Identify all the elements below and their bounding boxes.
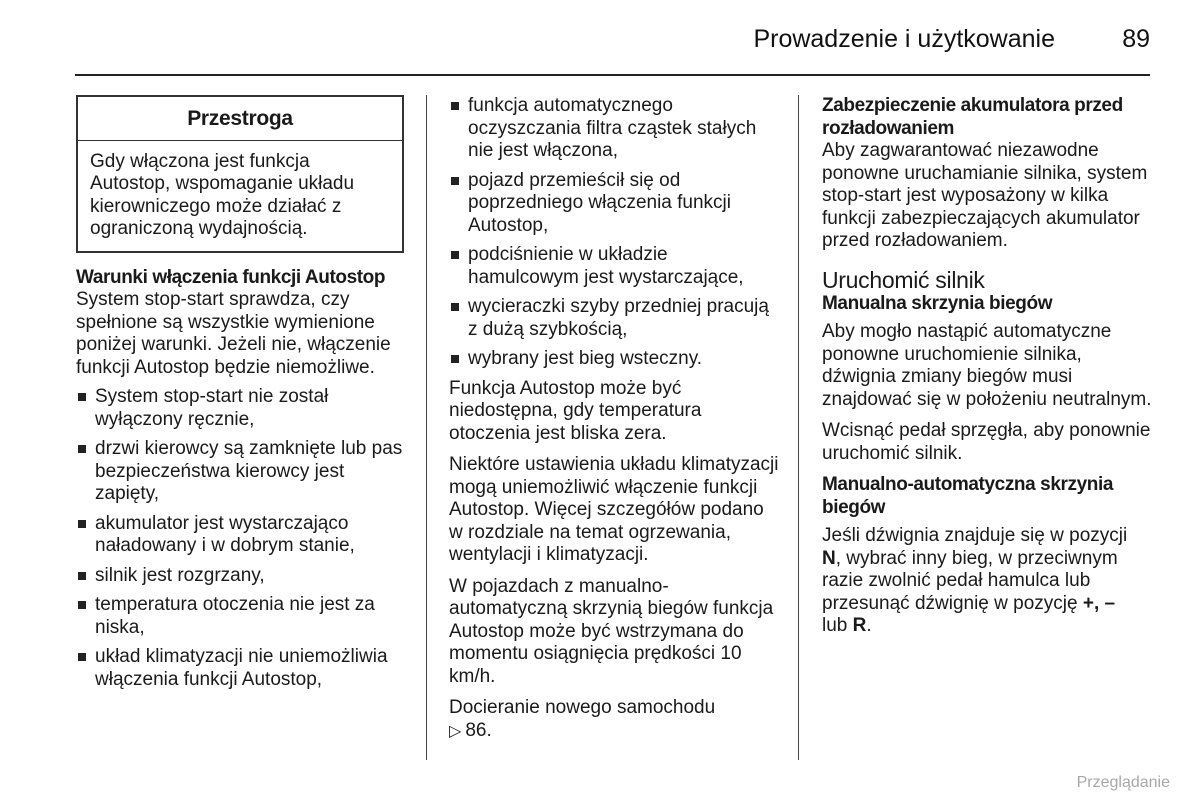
list-item: wybrany jest bieg wsteczny. (449, 348, 779, 371)
caution-text: Gdy włączona jest funkcja Autostop, wspomaganie układu kierowniczego może działać z ograniczoną wydajnością. (90, 150, 355, 239)
column-1 (76, 95, 406, 698)
paragraph (822, 525, 1152, 638)
column-3 (822, 95, 1152, 638)
cross-reference-page: 86. (465, 719, 492, 741)
section-heading-autostop-conditions: Warunki włączenia funkcji Autostop (76, 266, 386, 288)
conditions-list-continued (449, 95, 779, 371)
section-title-restart-engine: Uruchomić silnik (822, 266, 985, 293)
gear-r-label: R (852, 615, 867, 636)
list-item: wycieraczki szyby przedniej pracują z dużą szybkością, (449, 296, 779, 341)
gear-plus-label: + (1082, 592, 1094, 614)
chapter-title: Prowadzenie i użytkowanie (753, 25, 1055, 53)
paragraph: Wcisnąć pedał sprzęgła, aby ponownie uruchomić silnik. (822, 420, 1151, 464)
cross-reference-label: Docieranie nowego samochodu (449, 697, 716, 718)
gear-n-label: N (822, 547, 836, 569)
paragraph: Aby mogło nastąpić automatyczne ponowne uruchomienie silnika, dźwignia zmiany biegów musi znajdować się w położeniu neutralnym. (822, 321, 1152, 410)
list-item: pojazd przemieścił się od poprzedniego włączenia funkcji Autostop, (449, 170, 779, 238)
conditions-list (76, 386, 406, 691)
page-number: 89 (1122, 25, 1150, 53)
column-divider-2 (798, 95, 799, 760)
text-run: lub (822, 615, 848, 636)
paragraph: W pojazdach z manualno-automatyczną skrzynią biegów funkcja Autostop może być wstrzymana do momentu osiągnięcia prędkości 10 km/h. (449, 575, 774, 687)
subheading-automated-manual-gearbox: Manualno-automatyczna skrzynia biegów (822, 474, 1114, 518)
list-item: drzwi kierowcy są zamknięte lub pas bezpieczeństwa kierowcy jest zapięty, (76, 438, 406, 506)
list-item: funkcja automatycznego oczyszczania filtra cząstek stałych nie jest włączona, (449, 95, 779, 163)
list-item: silnik jest rozgrzany, (76, 565, 406, 588)
triangle-right-icon: ▷ (449, 722, 462, 740)
paragraph: Funkcja Autostop może być niedostępna, gdy temperatura otoczenia jest bliska zera. (449, 377, 702, 444)
caution-box (76, 95, 404, 253)
list-item: układ klimatyzacji nie uniemożliwia włączenia funkcji Autostop, (76, 646, 406, 691)
header-rule (75, 74, 1150, 76)
section-heading-battery-protection: Zabezpieczenie akumulatora przed rozładowaniem (822, 95, 1123, 139)
column-divider-1 (426, 95, 427, 760)
list-item: temperatura otoczenia nie jest za niska, (76, 594, 406, 639)
text-run: , wybrać inny bieg, w przeciwnym razie zwolnić pedał hamulca lub przesunąć dźwignię w pozycję (822, 547, 1118, 614)
text-run: Jeśli dźwignia znajduje się w pozycji (822, 525, 1128, 546)
watermark-text: Przeglądanie (1076, 774, 1170, 791)
column-2 (449, 95, 779, 743)
caution-heading: Przestroga (78, 97, 402, 141)
intro-paragraph: System stop-start sprawdza, czy spełnione są wszystkie wymienione poniżej warunki. Jeżeli nie, włączenie funkcji Autostop będzie niemożliwe. (76, 289, 391, 378)
list-item: podciśnienie w układzie hamulcowym jest wystarczające, (449, 244, 779, 289)
list-item: System stop-start nie został wyłączony ręcznie, (76, 386, 406, 431)
gear-separator: , (1093, 592, 1100, 614)
cross-reference[interactable] (449, 697, 779, 743)
subheading-manual-gearbox: Manualna skrzynia biegów (822, 292, 1053, 314)
gear-minus-label: – (1104, 592, 1116, 614)
paragraph: Niektóre ustawienia układu klimatyzacji mogą uniemożliwić włączenie funkcji Autostop. Więcej szczegółów podano w rozdziale na temat ogrzewania, wentylacji i klimatyzacji. (449, 454, 779, 565)
text-run: . (866, 615, 872, 636)
paragraph: Aby zagwarantować niezawodne ponowne uruchamianie silnika, system stop-start jest wyposażony w kilka funkcji zabezpieczających akumulator przed rozładowaniem. (822, 140, 1148, 251)
list-item: akumulator jest wystarczająco naładowany i w dobrym stanie, (76, 513, 406, 558)
